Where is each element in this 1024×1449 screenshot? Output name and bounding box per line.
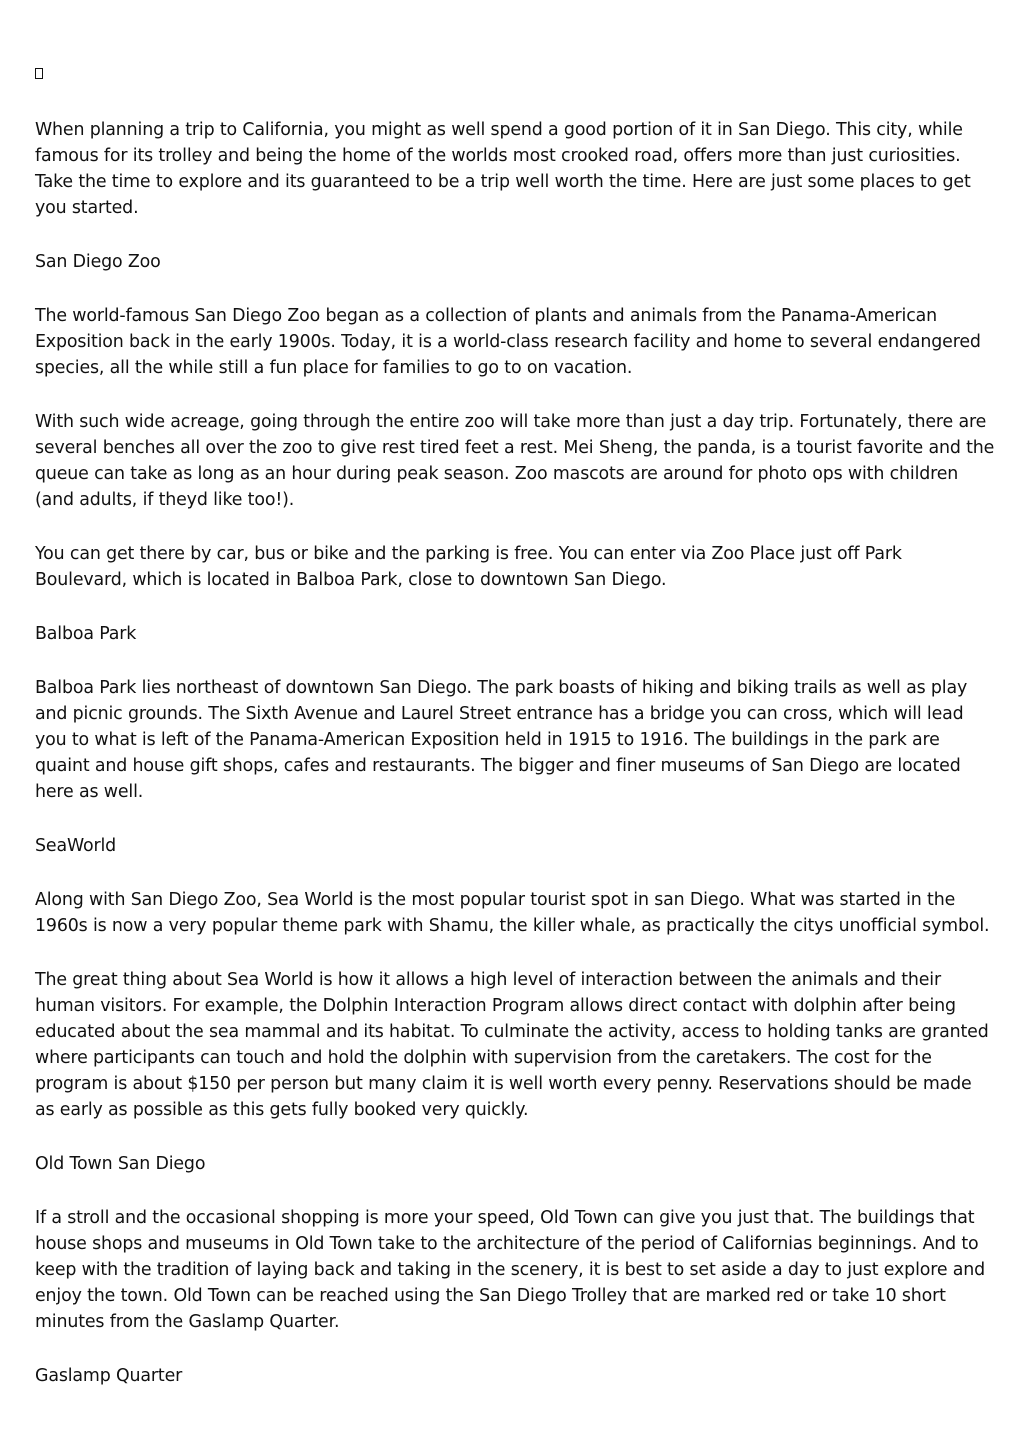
old-town-paragraph: If a stroll and the occasional shopping is more your speed, Old Town can give you just that. The buildings that house shops and museums in Old Town take to the architecture of the period of Californias beginnings. And to keep with the tradition of laying back and taking in the scenery, it is best to set aside a day to just explore and enjoy the town. Old Town can be reached using the San Diego Trolley that are marked red or take 10 short minutes from the Gaslamp Quarter. [35,1208,986,1332]
section-heading-old-town: Old Town San Diego [35,1154,206,1174]
section-heading-san-diego-zoo: San Diego Zoo [35,252,161,272]
seaworld-paragraph-1: Along with San Diego Zoo, Sea World is the most popular tourist spot in san Diego. What was started in the 1960s is now a very popular theme park with Shamu, the killer whale, as practically the citys unofficial symbol. [35,890,990,936]
zoo-paragraph-2: With such wide acreage, going through the entire zoo will take more than just a day trip. Fortunately, there are several benches all over the zoo to give rest tired feet a rest. Mei Sheng, the panda, is a tourist favorite and the queue can take as long as an hour during peak season. Zoo mascots are around for photo ops with children (and adults, if theyd like too!). [35,412,995,510]
balboa-paragraph: Balboa Park lies northeast of downtown San Diego. The park boasts of hiking and biking trails as well as play and picnic grounds. The Sixth Avenue and Laurel Street entrance has a bridge you can cross, which will lead you to what is left of the Panama-American Exposition held in 1915 to 1916. The buildings in the park are quaint and house gift shops, cafes and restaurants. The bigger and finer museums of San Diego are located here as well. [35,678,968,802]
section-heading-seaworld: SeaWorld [35,836,117,856]
section-heading-gaslamp-quarter: Gaslamp Quarter [35,1366,183,1386]
zoo-paragraph-1: The world-famous San Diego Zoo began as a collection of plants and animals from the Panama-American Exposition back in the early 1900s. Today, it is a world-class research facility and home to several endangered species, all the while still a fun place for families to go to on vacation. [35,306,981,378]
zoo-paragraph-3: You can get there by car, bus or bike and the parking is free. You can enter via Zoo Place just off Park Boulevard, which is located in Balboa Park, close to downtown San Diego. [35,544,902,590]
intro-paragraph: When planning a trip to California, you might as well spend a good portion of it in San Diego. This city, while famous for its trolley and being the home of the worlds most crooked road, offers more than just curiosities. Take the time to explore and its guaranteed to be a trip well worth the time. Here are just some places to get you started. [35,120,971,218]
section-heading-balboa-park: Balboa Park [35,624,137,644]
seaworld-paragraph-2: The great thing about Sea World is how it allows a high level of interaction between the animals and their human visitors. For example, the Dolphin Interaction Program allows direct contact with dolphin after being educated about the sea mammal and its habitat. To culminate the activity, access to holding tanks are granted where participants can touch and hold the dolphin with supervision from the caretakers. The cost for the program is about $150 per person but many claim it is well worth every penny. Reservations should be made as early as possible as this gets fully booked very quickly. [35,970,989,1120]
document-page [35,68,995,1417]
missing-glyph-icon [35,68,43,79]
